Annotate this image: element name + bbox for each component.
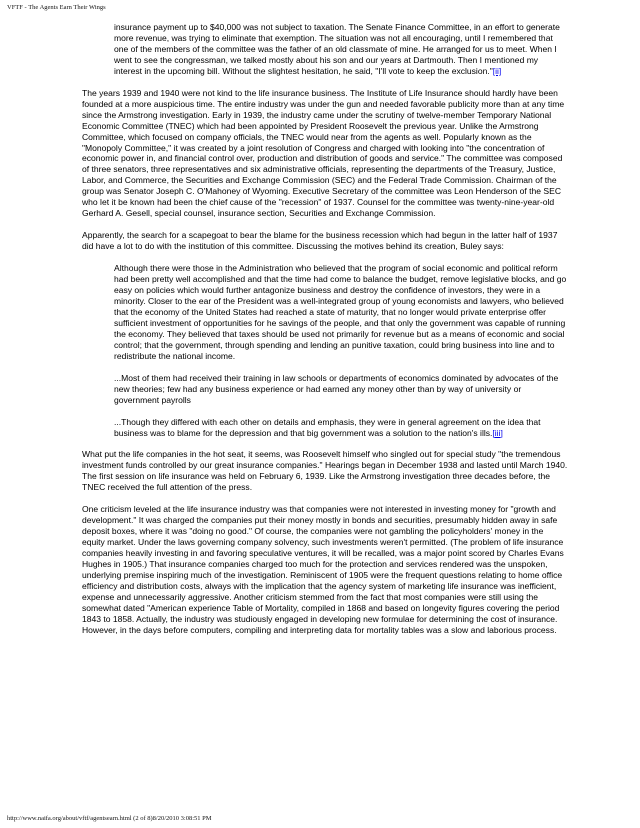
- page-footer-url: http://www.naifa.org/about/vftf/agentsearn.html (2 of 8)8/20/2010 3:08:51 PM: [7, 815, 212, 822]
- footnote-link-iii[interactable]: [iii]: [492, 427, 503, 438]
- block-quote-buley-3: [82, 417, 568, 439]
- quote-text: ...Though they differed with each other on details and emphasis, they were in general agreement on the idea that business was to blame for the depression and that big government was a solution to the nation's ills.: [114, 416, 541, 438]
- paragraph-roosevelt: What put the life companies in the hot seat, it seems, was Roosevelt himself who singled out for special study "the tremendous investment funds controlled by our great insurance companies." Hearings began in December 1938 and lasted until March 1940. The first session on life insurance was held on February 6, 1939. Like the Armstrong investigation three decades before, the TNEC received the full attention of the press.: [82, 449, 568, 493]
- page-header: VFTF - The Agents Earn Their Wings: [7, 4, 106, 11]
- paragraph-scapegoat: Apparently, the search for a scapegoat to bear the blame for the business recession which had begun in the latter half of 1937 did have a lot to do with the institution of this committee. Discussing the motives behind its creation, Buley says:: [82, 230, 558, 252]
- paragraph-criticism: One criticism leveled at the life insurance industry was that companies were not interested in investing money for "growth and development." It was charged the companies put their money mostly in bonds and securities, presumably hidden away in safe deposit boxes, where it was "doing no good." Of course, the companies were not gambling the policyholders' money in the equity market. Under the laws governing company solvency, such investments weren't permitted. (The problem of life insurance companies heavily investing in and favoring speculative ventures, it will be recalled, was a major point scored by Charles Evans Hughes in 1905.) That insurance companies charged too much for the protection and services rendered was the unspoken, underlying premise inspiring much of the investigation. Reminiscent of 1905 were the frequent questions relating to home office efficiency and distribution costs, always with the implication that the agency system of marketing life insurance was inefficient, expense and unnecessarily aggressive. Another criticism stemmed from the fact that most companies were still using the somewhat dated "American experience Table of Mortality, compiled in 1868 and based on longevity figures covering the period 1843 to 1858. Actually, the industry was studiously engaged in developing new formulae for determining the cost of insurance. However, in the days before computers, compiling and interpreting data for mortality tables was a slow and laborious process.: [82, 504, 564, 635]
- block-quote-buley-1: Although there were those in the Administration who believed that the program of social economic and political reform had been pretty well accomplished and that the time had come to balance the budget, remove legislative blocks, and go easy on policies which would further antagonize business and destroy the confidence of investors, they were in a minority. Closer to the ear of the President was a well-integrated group of young economists and lawyers, who believed that the economy of the United States had reached a state of maturity, that no longer would private enterprise offer sufficient investment of opportunities for he savings of the people, and that only the government was capable of running the economy. They believed that taxes should be used not primarily for revenue but as a means of economic and social control; that the government, through spending and lending an punitive taxation, could bring business into line and to redistribute the national income.: [114, 263, 567, 361]
- quote-paragraph-intro: [82, 22, 568, 77]
- article-body: [82, 22, 568, 636]
- block-quote-buley-2: ...Most of them had received their training in law schools or departments of economics dominated by advocates of the new theories; few had any business experience or had earned any money other than by way of university or government payrolls: [114, 372, 559, 405]
- footnote-link-ii[interactable]: [ii]: [492, 65, 502, 76]
- paragraph-tnec: The years 1939 and 1940 were not kind to the life insurance business. The Institute of Life Insurance should hardly have been founded at a more auspicious time. The entire industry was under the gun and needed favorable publicity more than at any time since the Armstrong investigation. Early in 1939, the industry came under the scrutiny of twelve-member Temporary National Economic Committee (TNEC) which had been appointed by President Roosevelt the previous year. Unlike the Armstrong Committee, which focused on company officials, the TNEC would near from the agents as well. Popularly known as the "Monopoly Committee," it was created by a joint resolution of Congress and charged with looking into "the concentration of economic power in, and financial control over, production and distribution of goods and service." The committee was composed of three senators, three representatives and six administrative officials, representing the departments of the Treasury, Justice, Labor, and Commerce, the Securities and Exchange Commission (SEC) and the Federal Trade Commission. Chairman of the group was Senator Joseph C. O'Mahoney of Wyoming. Executive Secretary of the committee was Leon Henderson of the SEC who let it be known had been the chief cause of the "recession" of 1937. Counsel for the committee was twenty-nine-year-old Gerhard A. Gesell, special counsel, insurance section, Securities and Exchange Commission.: [82, 87, 565, 219]
- quote-text: insurance payment up to $40,000 was not subject to taxation. The Senate Finance Committee, in an effort to generate more revenue, was trying to eliminate that exemption. The situation was not all encouraging, until I remembered that one of the members of the committee was the father of an old classmate of mine. He arranged for us to meet. When I went to see the congressman, we talked mostly about his son and our years at Dartmouth. Then I mentioned my interest in the upcoming bill. Without the slightest hesitation, he said, "I'll vote to keep the exclusion.": [114, 22, 560, 76]
